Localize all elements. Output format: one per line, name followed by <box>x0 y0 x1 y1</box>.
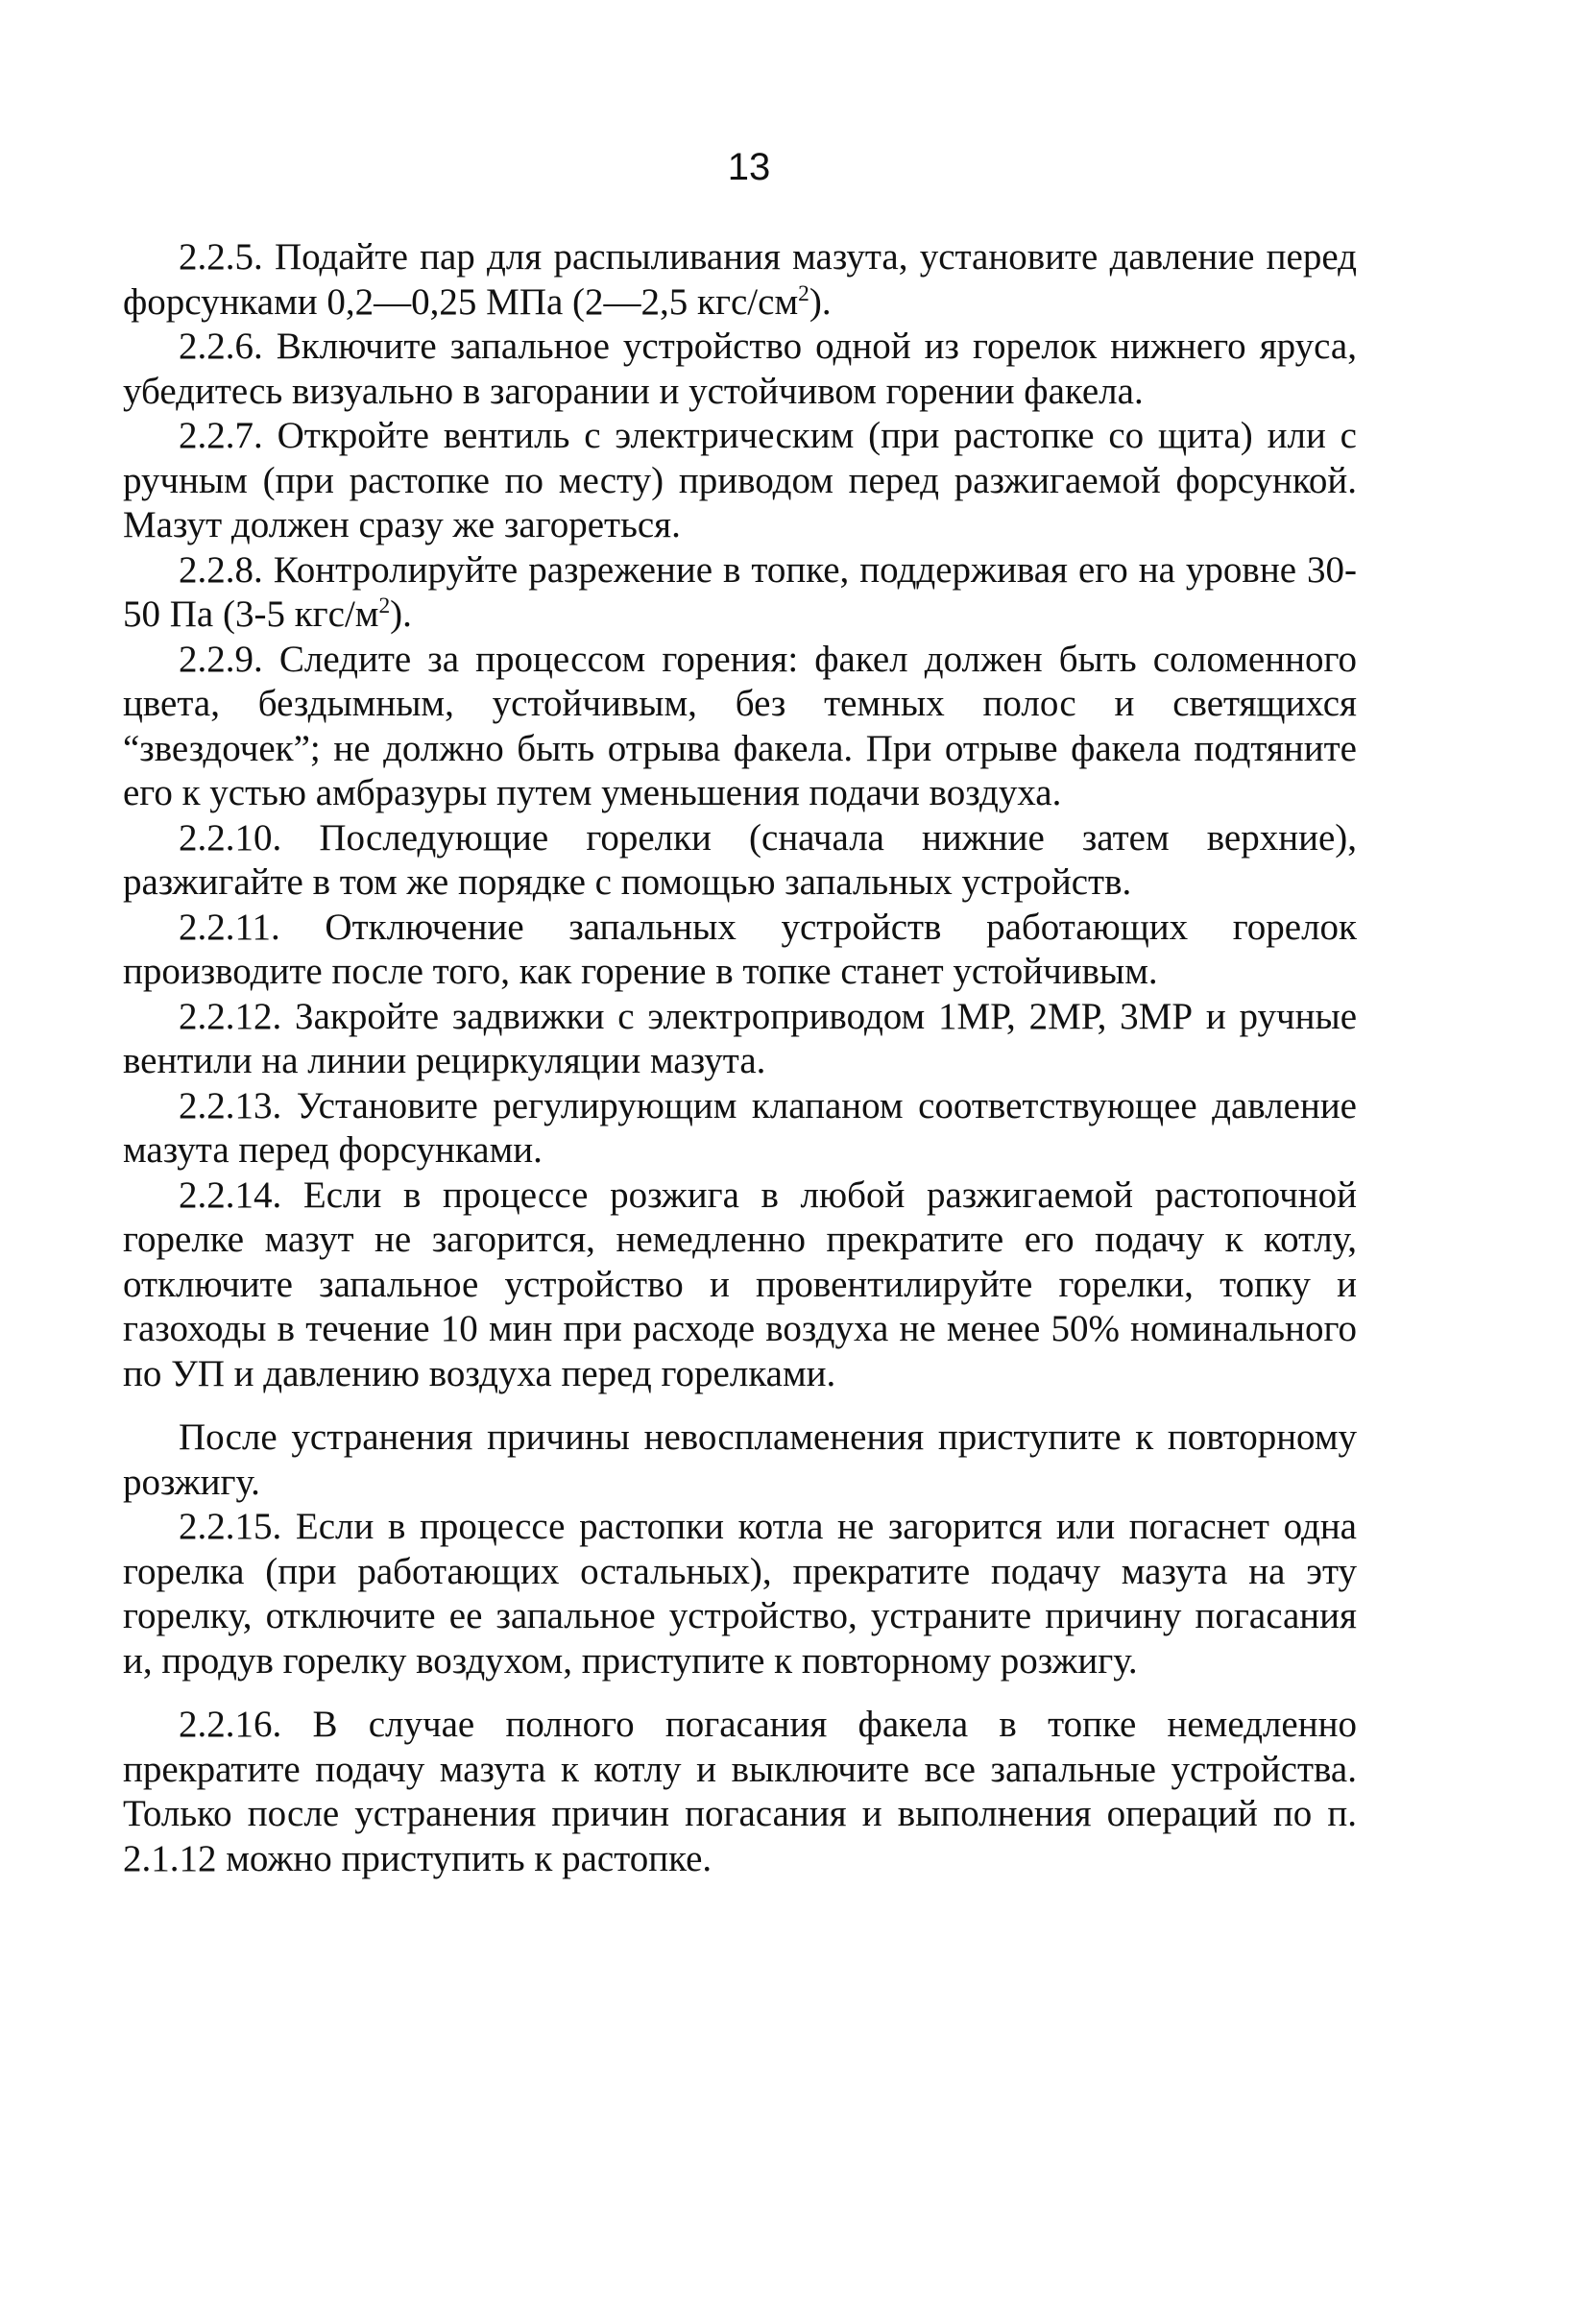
paragraph-text: ). <box>809 280 832 323</box>
paragraph-2.2.8 <box>123 548 1357 638</box>
paragraph-2.2.11 <box>123 906 1357 995</box>
paragraph-text: 2.2.12. Закройте задвижки с электроприводом 1МР, 2МР, 3МР и ручные вентили на линии рециркуляции мазута. <box>123 995 1357 1081</box>
paragraph-text: 2.2.11. Отключение запальных устройств работающих горелок производите после того, как горение в топке станет устойчивым. <box>123 906 1357 992</box>
paragraph-text: 2.2.7. Откройте вентиль с электрическим (при растопке со щита) или с ручным (при растопке по месту) приводом перед разжигаемой форсункой. Мазут должен сразу же загореться. <box>123 415 1357 545</box>
paragraph-2.2.14-note <box>123 1416 1357 1505</box>
superscript-exponent: 2 <box>378 593 391 618</box>
paragraph-2.2.7 <box>123 414 1357 548</box>
paragraph-text: ). <box>390 593 412 635</box>
paragraph-2.2.9 <box>123 638 1357 816</box>
paragraph-text: 2.2.5. Подайте пар для распыливания мазута, установите давление перед форсунками 0,2—0,25 МПа (2—2,5 кгс/см <box>123 236 1357 323</box>
paragraph-text: 2.2.10. Последующие горелки (сначала нижние затем верхние), разжигайте в том же порядке с помощью запальных устройств. <box>123 816 1357 903</box>
page-number: 13 <box>727 146 771 188</box>
paragraph-2.2.6 <box>123 325 1357 414</box>
paragraph-text: 2.2.6. Включите запальное устройство одной из горелок нижнего яруса, убедитесь визуально в загорании и устойчивом горении факела. <box>123 326 1357 412</box>
paragraph-2.2.13 <box>123 1084 1357 1174</box>
paragraph-text: 2.2.9. Следите за процессом горения: факел должен быть соломенного цвета, бездымным, устойчивым, без темных полос и светящихся “звездочек”; не должно быть отрыва факела. При отрыве факела подтяните его к устью амбразуры путем уменьшения подачи воздуха. <box>123 638 1357 813</box>
paragraph-2.2.10 <box>123 816 1357 906</box>
paragraph-text: 2.2.14. Если в процессе розжига в любой разжигаемой растопочной горелке мазут не загорится, немедленно прекратите его подачу к котлу, отключите запальное устройство и провентилируйте горелки, топку и газоходы в течение 10 мин при расходе воздуха не менее 50% номинального по УП и давлению воздуха перед горелками. <box>123 1174 1357 1394</box>
paragraph-2.2.15 <box>123 1505 1357 1683</box>
superscript-exponent: 2 <box>798 280 809 306</box>
paragraph-text: 2.2.15. Если в процессе растопки котла не загорится или погаснет одна горелка (при работающих остальных), прекратите подачу мазута на эту горелку, отключите ее запальное устройство, устраните причину погасания и, продув горелку воздухом, приступите к повторному розжигу. <box>123 1506 1357 1682</box>
document-body <box>123 235 1357 1881</box>
paragraph-text: 2.2.13. Установите регулирующим клапаном соответствующее давление мазута перед форсунками. <box>123 1084 1357 1171</box>
paragraph-2.2.5 <box>123 235 1357 325</box>
paragraph-text: 2.2.8. Контролируйте разрежение в топке, поддерживая его на уровне 30-50 Па (3-5 кгс/м <box>123 548 1357 635</box>
paragraph-2.2.16 <box>123 1703 1357 1881</box>
paragraph-2.2.12 <box>123 995 1357 1084</box>
paragraph-text: После устранения причины невоспламенения приступите к повторному розжигу. <box>123 1416 1357 1503</box>
paragraph-2.2.14 <box>123 1174 1357 1397</box>
paragraph-text: 2.2.16. В случае полного погасания факела в топке немедленно прекратите подачу мазута к котлу и выключите все запальные устройства. Только после устранения причин погасания и выполнения операций по п. 2.1.12 можно приступить к растопке. <box>123 1704 1357 1879</box>
